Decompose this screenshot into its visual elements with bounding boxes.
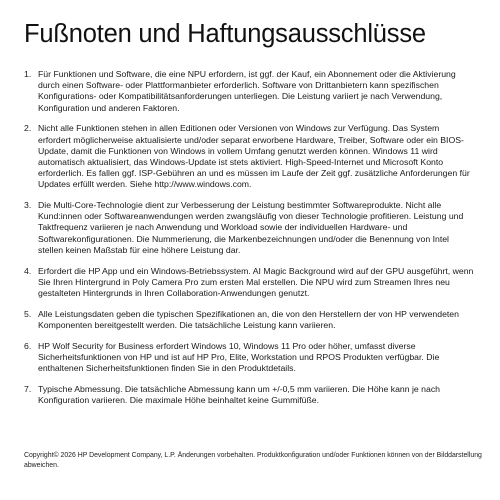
footnote-item [24,266,474,300]
footnote-number: 6. [24,340,32,351]
copyright-footer: Copyright© 2026 HP Development Company, L.P. Änderungen vorbehalten. Produktkonfiguration und/oder Funktionen können von der Bilddarstellung abweichen. [24,452,482,469]
footnote-item [24,69,474,114]
footnote-number: 5. [24,308,32,319]
page-title: Fußnoten und Haftungsausschlüsse [24,20,426,48]
footnote-item [24,341,474,375]
footnote-text: Typische Abmessung. Die tatsächliche Abmessung kann um +/-0,5 mm variieren. Die Höhe kann je nach Konfiguration variieren. Die maximale Höhe beinhaltet keine Gummifüße. [38,383,441,405]
footnote-item [24,200,474,256]
footnote-text: HP Wolf Security for Business erfordert Windows 10, Windows 11 Pro oder höher, umfasst diverse Sicherheitsfunktionen von HP und ist auf HP Pro, Elite, Workstation und RPOS Produkten verfügbar. Die enthaltenen Sicherheitsfunktionen finden Sie in den Produktdetails. [38,340,440,373]
footnote-item [24,309,474,331]
footnote-item [24,123,474,190]
footnote-number: 3. [24,200,32,211]
footnote-number: 7. [24,383,32,394]
footnote-text: Alle Leistungsdaten geben die typischen Spezifikationen an, die von den Herstellern der von HP verwendeten Komponenten bereitgestellt werden. Die tatsächliche Leistung kann variieren. [38,308,459,330]
footnote-text: Die Multi-Core-Technologie dient zur Verbesserung der Leistung bestimmter Softwareprodukte. Nicht alle Kund:innen oder Softwareanwendungen werden zwangsläufig von dieser Technologie profitieren. Leistung und Taktfrequenz variieren je nach Anwendung und Workload sowie der individuellen Hardware- und Softwarekonfigurationen. Die Nummerierung, die Markenbezeichnungen und/oder die Benennung von Intel stellen keinen Maßstab für eine höhere Leistung dar. [38,200,464,255]
footnote-number: 4. [24,265,32,276]
footnote-number: 2. [24,123,32,134]
footnote-list [24,69,474,406]
footnote-text: Nicht alle Funktionen stehen in allen Editionen oder Versionen von Windows zur Verfügung. Das System erfordert möglicherweise aktualisierte und/oder separat erworbene Hardware, Treiber, Software oder ein BIOS-Update, damit die Funktionen von Windows in vollem Umfang genutzt werden können. Windows 11 wird automatisch aktualisiert, das Windows-Update ist stets aktiviert. High-Speed-Internet und Microsoft Konto erforderlich. Es fallen ggf. ISP-Gebühren an und es müssen im Laufe der Zeit ggf. zusätzliche Anforderungen für Updates erfüllt werden. Siehe http://www.windows.com. [38,123,470,190]
footnote-number: 1. [24,69,32,79]
footnote-item [24,384,474,406]
footnote-text: Erfordert die HP App und ein Windows-Betriebssystem. AI Magic Background wird auf der GPU ausgeführt, wenn Sie Ihren Hintergrund in Poly Camera Pro zum ersten Mal erstellen. Die NPU wird zum Streamen Ihres neu gestalteten Hintergrunds in Ihren Collaboration-Anwendungen genutzt. [38,265,474,298]
footnote-text: Für Funktionen und Software, die eine NPU erfordern, ist ggf. der Kauf, ein Abonnement oder die Aktivierung durch einen Software- oder Plattformanbieter erforderlich. Software von Drittanbietern kann spezifischen Konfigurations- oder Kompatibilitätsanforderungen unterliegen. Die Leistung variiert je nach Verwendung, Konfiguration und anderen Faktoren. [38,69,456,113]
